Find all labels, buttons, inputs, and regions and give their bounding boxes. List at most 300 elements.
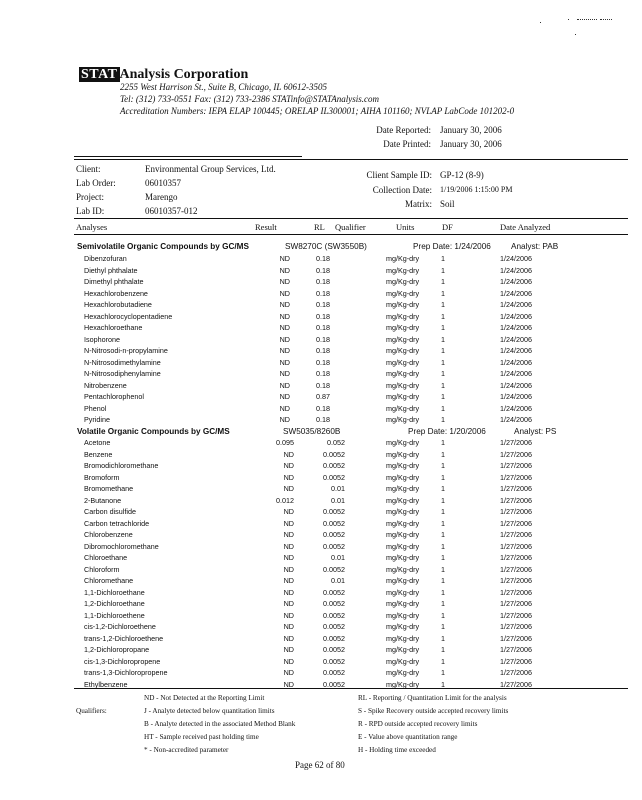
df-value: 1 [441,645,445,654]
date-analyzed-value: 1/27/2006 [500,564,532,574]
table-row [0,473,642,484]
units-value: mg/Kg-dry [386,380,420,390]
rl-value: 0.18 [316,254,330,263]
df-value: 1 [441,633,445,643]
units-value: mg/Kg-dry [386,403,420,413]
date-printed-label: Date Printed: [383,139,431,149]
result-value: ND [283,587,294,597]
rl-value: 0.18 [316,380,330,390]
df-value: 1 [441,288,445,298]
rl-value: 0.0052 [323,679,345,689]
date-analyzed-value: 1/27/2006 [500,668,532,677]
rl-value: 0.0052 [323,518,345,528]
df-value: 1 [441,541,445,551]
rl-value: 0.18 [316,415,330,424]
compound-name: Acetone [84,438,111,447]
rl-value: 0.01 [331,553,345,562]
df-value: 1 [441,380,445,390]
rl-value: 0.18 [316,323,330,332]
date-printed: January 30, 2006 [440,139,502,149]
df-value: 1 [441,495,445,505]
company-address: 2255 West Harrison St., Suite B, Chicago, IL 60612-3505 [120,82,328,92]
df-value: 1 [441,346,445,355]
date-analyzed-value: 1/24/2006 [500,334,532,344]
df-value: 1 [441,300,445,309]
compound-name: Diethyl phthalate [84,265,138,275]
df-value: 1 [441,323,445,332]
df-value: 1 [441,668,445,677]
df-value: 1 [441,622,445,631]
table-row [0,542,642,553]
units-value: mg/Kg-dry [386,645,420,654]
units-value: mg/Kg-dry [386,254,420,263]
df-value: 1 [441,415,445,424]
rl-value: 0.0052 [323,564,345,574]
rl-value: 0.0052 [323,461,345,470]
df-value: 1 [441,553,445,562]
table-row [0,553,642,564]
rl-value: 0.0052 [323,587,345,597]
date-analyzed-value: 1/27/2006 [500,472,532,482]
rl-value: 0.18 [316,265,330,275]
result-value: ND [279,311,290,321]
units-value: mg/Kg-dry [386,587,420,597]
result-value: ND [279,392,290,401]
units-value: mg/Kg-dry [386,633,420,643]
date-analyzed-value: 1/27/2006 [500,576,532,585]
df-value: 1 [441,311,445,321]
table-row [0,634,642,645]
table-row [0,404,642,415]
rl-value: 0.18 [316,300,330,309]
compound-name: N-Nitrosodi-n-propylamine [84,346,168,355]
result-value: ND [283,484,294,493]
date-analyzed-value: 1/24/2006 [500,357,532,367]
date-analyzed-value: 1/27/2006 [500,541,532,551]
table-row [0,392,642,403]
divider [74,218,628,219]
result-value: ND [279,380,290,390]
date-analyzed-value: 1/27/2006 [500,530,532,539]
df-value: 1 [441,530,445,539]
df-value: 1 [441,679,445,689]
compound-name: Benzene [84,449,113,459]
units-value: mg/Kg-dry [386,277,420,286]
units-value: mg/Kg-dry [386,449,420,459]
compound-name: Ethylbenzene [84,679,128,689]
section-title: Semivolatile Organic Compounds by GC/MS [77,242,249,251]
qualifier-rl: RL - Reporting / Quantitation Limit for the analysis [358,694,507,702]
result-value: ND [279,288,290,298]
company-accreditation: Accreditation Numbers: IEPA ELAP 100445; ORELAP IL300001; AIHA 101160; NVLAP LabCode 101202-0 [120,106,515,116]
result-value: ND [279,334,290,344]
col-date-analyzed: Date Analyzed [500,222,551,232]
compound-name: 1,1-Dichloroethene [84,610,145,620]
table-row [0,289,642,300]
compound-name: 1,2-Dichloroethane [84,599,145,608]
units-value: mg/Kg-dry [386,357,420,367]
table-row [0,312,642,323]
rl-value: 0.18 [316,369,330,378]
rl-value: 0.0052 [323,541,345,551]
units-value: mg/Kg-dry [386,553,420,562]
df-value: 1 [441,576,445,585]
df-value: 1 [441,449,445,459]
date-analyzed-value: 1/24/2006 [500,265,532,275]
date-reported-label: Date Reported: [376,125,431,135]
table-row [0,323,642,334]
date-analyzed-value: 1/24/2006 [500,380,532,390]
client-sample-id-label: Client Sample ID: [366,170,432,180]
result-value: ND [279,403,290,413]
result-value: ND [283,656,294,666]
units-value: mg/Kg-dry [386,323,420,332]
units-value: mg/Kg-dry [386,668,420,677]
compound-name: Pentachlorophenol [84,392,144,401]
rl-value: 0.0052 [323,633,345,643]
result-value: ND [283,610,294,620]
units-value: mg/Kg-dry [386,334,420,344]
df-value: 1 [441,265,445,275]
units-value: mg/Kg-dry [386,507,420,516]
qualifier-nd: ND - Not Detected at the Reporting Limit [144,694,265,702]
col-analyses: Analyses [76,222,108,232]
date-analyzed-value: 1/27/2006 [500,461,532,470]
df-value: 1 [441,254,445,263]
compound-name: Pyridine [84,415,110,424]
compound-name: cis-1,2-Dichloroethene [84,622,156,631]
table-row [0,369,642,380]
qualifier-star: * - Non-accredited parameter [144,746,229,754]
client-sample-id-value: GP-12 (8-9) [440,170,484,180]
lab-order-label: Lab Order: [76,178,116,188]
rl-value: 0.0052 [323,449,345,459]
col-df: DF [442,222,453,232]
result-value: ND [279,323,290,332]
result-value: ND [283,461,294,470]
date-analyzed-value: 1/27/2006 [500,610,532,620]
df-value: 1 [441,484,445,493]
qualifier-s: S - Spike Recovery outside accepted recovery limits [358,707,509,715]
df-value: 1 [441,599,445,608]
date-analyzed-value: 1/24/2006 [500,254,532,263]
result-value: ND [279,254,290,263]
rl-value: 0.0052 [323,530,345,539]
compound-name: 1,1-Dichloroethane [84,587,145,597]
compound-name: Bromodichloromethane [84,461,159,470]
date-analyzed-value: 1/27/2006 [500,679,532,689]
lab-id-label: Lab ID: [76,206,105,216]
rl-value: 0.0052 [323,599,345,608]
result-value: ND [283,668,294,677]
compound-name: Chloromethane [84,576,134,585]
table-row [0,507,642,518]
result-value: ND [279,346,290,355]
rl-value: 0.01 [331,495,345,505]
compound-name: Nitrobenzene [84,380,127,390]
qualifier-j: J - Analyte detected below quantitation limits [144,707,275,715]
rl-value: 0.18 [316,403,330,413]
units-value: mg/Kg-dry [386,346,420,355]
divider [74,234,628,235]
compound-name: 1,2-Dichloropropane [84,645,150,654]
date-analyzed-value: 1/27/2006 [500,645,532,654]
df-value: 1 [441,403,445,413]
table-row [0,266,642,277]
result-value: 0.095 [276,438,294,447]
compound-name: Dibenzofuran [84,254,127,263]
result-value: ND [283,553,294,562]
section-method: SW5035/8260B [283,427,341,436]
table-row [0,358,642,369]
table-row [0,588,642,599]
rl-value: 0.18 [316,311,330,321]
table-row [0,346,642,357]
date-analyzed-value: 1/24/2006 [500,392,532,401]
rl-value: 0.0052 [323,610,345,620]
result-value: ND [283,541,294,551]
result-value: ND [279,415,290,424]
rl-value: 0.18 [316,288,330,298]
result-value: ND [283,679,294,689]
date-analyzed-value: 1/27/2006 [500,633,532,643]
rl-value: 0.01 [331,484,345,493]
table-row [0,300,642,311]
table-row [0,622,642,633]
table-row [0,530,642,541]
table-row [0,645,642,656]
date-analyzed-value: 1/24/2006 [500,415,532,424]
result-value: ND [279,277,290,286]
compound-name: Bromoform [84,472,120,482]
compound-name: Hexachlorocyclopentadiene [84,311,173,321]
result-value: ND [283,518,294,528]
table-row [0,611,642,622]
scan-speck [600,19,612,21]
date-analyzed-value: 1/24/2006 [500,311,532,321]
date-analyzed-value: 1/27/2006 [500,495,532,505]
divider [74,688,628,689]
section-analyst: Analyst: PS [514,427,557,436]
date-analyzed-value: 1/27/2006 [500,438,532,447]
table-row [0,668,642,679]
company-logo: STAT [81,67,118,82]
date-analyzed-value: 1/24/2006 [500,300,532,309]
client-label: Client: [76,164,101,174]
compound-name: Phenol [84,403,107,413]
rl-value: 0.87 [316,392,330,401]
compound-name: Chloroethane [84,553,128,562]
qualifier-h: H - Holding time exceeded [358,746,436,754]
compound-name: 2-Butanone [84,495,122,505]
units-value: mg/Kg-dry [386,288,420,298]
result-value: ND [283,576,294,585]
lab-order-value: 06010357 [145,178,181,188]
rl-value: 0.0052 [323,645,345,654]
rl-value: 0.18 [316,334,330,344]
section-title: Volatile Organic Compounds by GC/MS [77,427,230,436]
rl-value: 0.0052 [323,472,345,482]
date-analyzed-value: 1/24/2006 [500,288,532,298]
qualifier-e: E - Value above quantitation range [358,733,458,741]
client-value: Environmental Group Services, Ltd. [145,164,276,174]
divider [74,156,302,157]
units-value: mg/Kg-dry [386,495,420,505]
date-analyzed-value: 1/27/2006 [500,553,532,562]
result-value: ND [283,507,294,516]
table-row [0,335,642,346]
result-value: ND [283,599,294,608]
collection-date-label: Collection Date: [372,185,432,195]
compound-name: Chloroform [84,564,120,574]
table-row [0,254,642,265]
units-value: mg/Kg-dry [386,564,420,574]
rl-value: 0.01 [331,576,345,585]
table-row [0,519,642,530]
table-row [0,381,642,392]
result-value: ND [283,645,294,654]
df-value: 1 [441,472,445,482]
table-row [0,599,642,610]
units-value: mg/Kg-dry [386,576,420,585]
date-analyzed-value: 1/24/2006 [500,369,532,378]
df-value: 1 [441,357,445,367]
section-method: SW8270C (SW3550B) [285,242,367,251]
date-analyzed-value: 1/27/2006 [500,518,532,528]
compound-name: N-Nitrosodiphenylamine [84,369,161,378]
scan-speck [575,34,576,35]
rl-value: 0.0052 [323,656,345,666]
date-analyzed-value: 1/27/2006 [500,622,532,631]
date-analyzed-value: 1/24/2006 [500,346,532,355]
compound-name: trans-1,2-Dichloroethene [84,633,164,643]
date-analyzed-value: 1/27/2006 [500,449,532,459]
units-value: mg/Kg-dry [386,461,420,470]
df-value: 1 [441,518,445,528]
col-qualifier: Qualifier [335,222,366,232]
compound-name: Hexachloroethane [84,323,143,332]
units-value: mg/Kg-dry [386,265,420,275]
company-contact: Tel: (312) 733-0551 Fax: (312) 733-2386 STATinfo@STATAnalysis.com [120,94,380,104]
date-analyzed-value: 1/27/2006 [500,507,532,516]
result-value: ND [279,265,290,275]
lab-id-value: 06010357-012 [145,206,198,216]
df-value: 1 [441,587,445,597]
compound-name: Hexachlorobutadiene [84,300,152,309]
rl-value: 0.18 [316,357,330,367]
table-row [0,657,642,668]
compound-name: Carbon disulfide [84,507,136,516]
compound-name: Dimethyl phthalate [84,277,144,286]
section-prep-date: Prep Date: 1/24/2006 [413,242,491,251]
units-value: mg/Kg-dry [386,622,420,631]
rl-value: 0.18 [316,277,330,286]
units-value: mg/Kg-dry [386,656,420,666]
rl-value: 0.0052 [323,622,345,631]
rl-value: 0.052 [327,438,345,447]
project-label: Project: [76,192,104,202]
table-row [0,415,642,426]
df-value: 1 [441,334,445,344]
units-value: mg/Kg-dry [386,599,420,608]
table-row [0,496,642,507]
compound-name: Carbon tetrachloride [84,518,150,528]
units-value: mg/Kg-dry [386,610,420,620]
compound-name: Dibromochloromethane [84,541,159,551]
units-value: mg/Kg-dry [386,438,420,447]
compound-name: trans-1,3-Dichloropropene [84,668,168,677]
result-value: ND [283,633,294,643]
matrix-label: Matrix: [405,199,432,209]
table-row [0,450,642,461]
df-value: 1 [441,277,445,286]
section-prep-date: Prep Date: 1/20/2006 [408,427,486,436]
qualifiers-label: Qualifiers: [76,707,107,715]
table-row [0,461,642,472]
units-value: mg/Kg-dry [386,392,420,401]
date-analyzed-value: 1/27/2006 [500,484,532,493]
df-value: 1 [441,461,445,470]
units-value: mg/Kg-dry [386,679,420,689]
matrix-value: Soil [440,199,455,209]
df-value: 1 [441,564,445,574]
units-value: mg/Kg-dry [386,311,420,321]
date-analyzed-value: 1/27/2006 [500,656,532,666]
df-value: 1 [441,438,445,447]
table-row [0,277,642,288]
project-value: Marengo [145,192,178,202]
divider [74,159,628,160]
df-value: 1 [441,610,445,620]
section-analyst: Analyst: PAB [511,242,559,251]
df-value: 1 [441,507,445,516]
date-analyzed-value: 1/24/2006 [500,403,532,413]
scan-speck [568,19,569,20]
table-row [0,565,642,576]
qualifier-ht: HT - Sample received past holding time [144,733,259,741]
col-rl: RL [314,222,325,232]
scan-speck [540,22,541,23]
date-analyzed-value: 1/24/2006 [500,323,532,332]
col-result: Result [255,222,277,232]
units-value: mg/Kg-dry [386,530,420,539]
df-value: 1 [441,656,445,666]
result-value: ND [279,369,290,378]
units-value: mg/Kg-dry [386,484,420,493]
table-row [0,438,642,449]
units-value: mg/Kg-dry [386,300,420,309]
company-name: Analysis Corporation [119,67,249,82]
units-value: mg/Kg-dry [386,541,420,551]
rl-value: 0.0052 [323,668,345,677]
units-value: mg/Kg-dry [386,369,420,378]
compound-name: cis-1,3-Dichloropropene [84,656,161,666]
col-units: Units [396,222,415,232]
units-value: mg/Kg-dry [386,472,420,482]
df-value: 1 [441,369,445,378]
units-value: mg/Kg-dry [386,415,420,424]
compound-name: N-Nitrosodimethylamine [84,357,161,367]
compound-name: Chlorobenzene [84,530,133,539]
date-analyzed-value: 1/24/2006 [500,277,532,286]
compound-name: Bromomethane [84,484,134,493]
rl-value: 0.18 [316,346,330,355]
table-row [0,576,642,587]
qualifier-r: R - RPD outside accepted recovery limits [358,720,478,728]
date-analyzed-value: 1/27/2006 [500,599,532,608]
result-value: ND [283,449,294,459]
result-value: ND [283,530,294,539]
